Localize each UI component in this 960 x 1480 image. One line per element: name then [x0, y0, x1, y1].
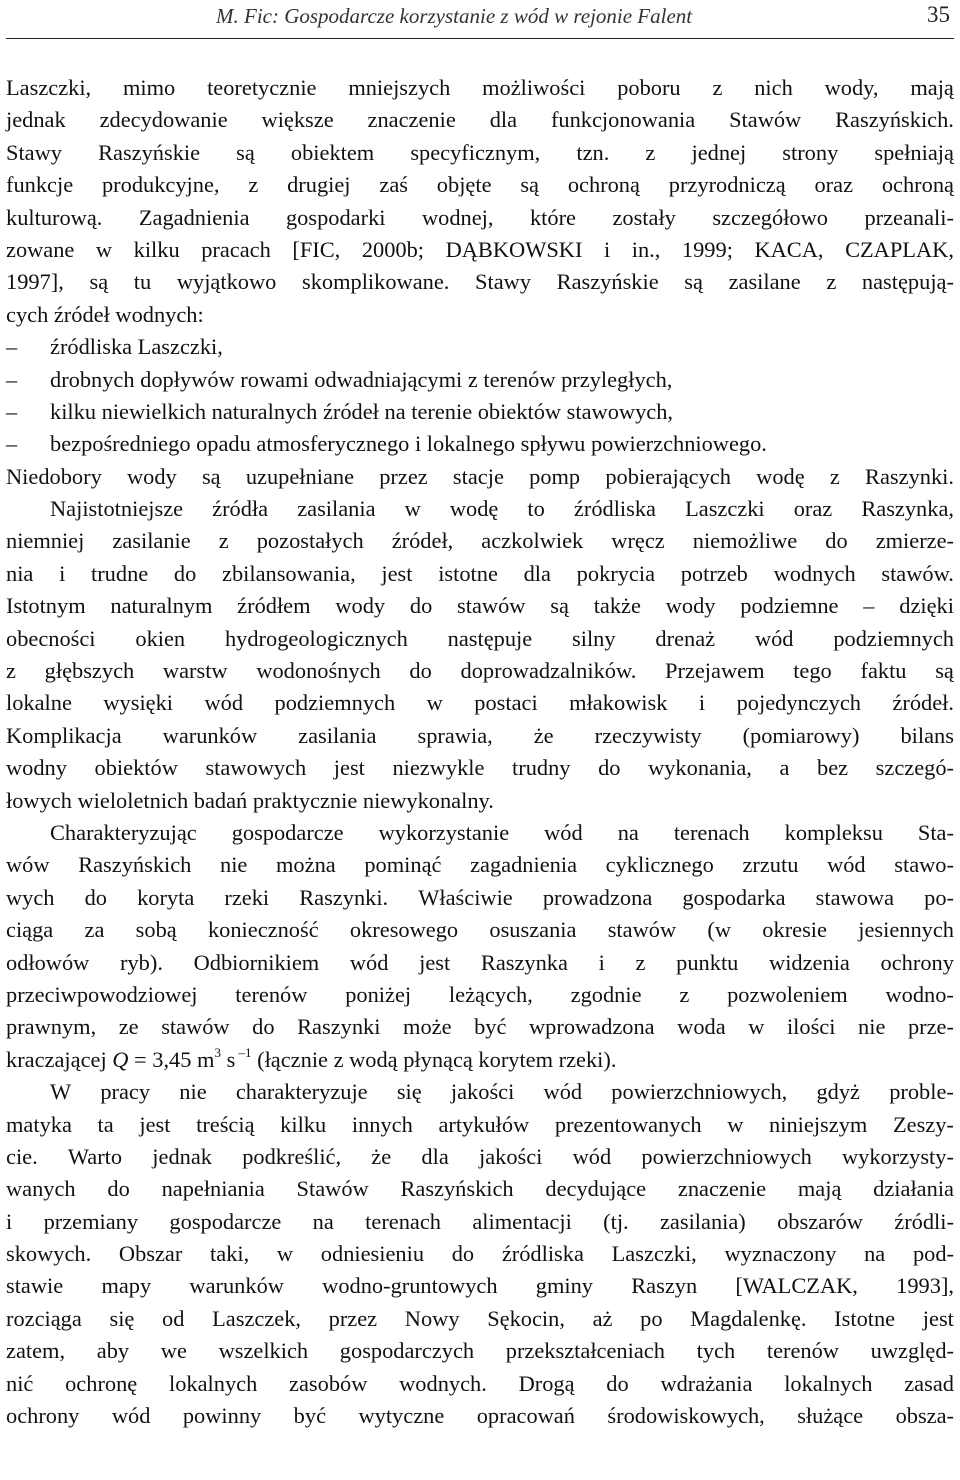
paragraph-block-3 [6, 1076, 954, 1432]
running-title: M. Fic: Gospodarcze korzystanie z wód w rejonie Falent [216, 4, 693, 28]
text-line: jednak zdecydowanie większe znaczenie dla funkcjonowania Stawów Raszyńskich. [6, 107, 954, 133]
text-line: matyka ta jest treścią kilku innych artykułów prezentowanych w niniejszym Zeszy- [6, 1111, 954, 1137]
text-line: rozciąga się od Laszczek, przez Nowy Sękocin, aż po Magdalenkę. Istotne jest [6, 1305, 954, 1331]
formula-s: s [220, 1046, 236, 1072]
list-item [6, 331, 954, 363]
text-line: Niedobory wody są uzupełniane przez stacje pomp pobierających wodę z Raszynki. [6, 463, 954, 489]
text-line: cie. Warto jednak podkreślić, że dla jakości wód powierzchniowych wykorzysty- [6, 1143, 954, 1169]
paragraph-block-1 [6, 72, 954, 331]
text-line: z głębszych warstw wodonośnych do doprowadzalników. Przejawem tego faktu są [6, 658, 954, 684]
text-line: wów Raszyńskich nie można pominąć zagadnienia cyklicznego zrzutu wód stawo- [6, 852, 954, 878]
text-line: W pracy nie charakteryzuje się jakości wód powierzchniowych, gdyż proble- [50, 1079, 954, 1105]
formula-exp-3: 3 [214, 1044, 221, 1060]
text-line: zowane w kilku pracach [FIC, 2000b; DĄBKOWSKI i in., 1999; KACA, CZAPLAK, [6, 236, 954, 262]
text-line: Najistotniejsze źródła zasilania w wodę to źródliska Laszczki oraz Raszynka, [50, 496, 954, 522]
text-line: Komplikacja warunków zasilania sprawia, że rzeczywisty (pomiarowy) bilans [6, 722, 954, 748]
text-line: nia i trudne do zbilansowania, jest istotne dla pokrycia potrzeb wodnych stawów. [6, 560, 954, 586]
text-line: nić ochronę lokalnych zasobów wodnych. Drogą do wdrażania lokalnych zasad [6, 1370, 954, 1396]
text-line: wodny obiektów stawowych jest niezwykle trudny do wykonania, a bez szczegó- [6, 755, 954, 781]
text-line: skowych. Obszar taki, w odniesieniu do źródliska Laszczki, wyznaczony na pod- [6, 1241, 954, 1267]
formula-exp-minus1: –1 [235, 1044, 252, 1060]
text-line: łowych wieloletnich badań praktycznie niewykonalny. [6, 787, 494, 813]
text-line: obecności okien hydrogeologicznych następuje silny drenaż wód podziemnych [6, 625, 954, 651]
text-line: lokalne wysięki wód podziemnych w postaci młakowisk i pojedynczych źródeł. [6, 690, 954, 716]
list-item-text: drobnych dopływów rowami odwadniającymi z terenów przyległych, [50, 366, 673, 392]
body-text [6, 72, 954, 1432]
page-header [6, 0, 954, 39]
text-line: Stawy Raszyńskie są obiektem specyficznym, tzn. z jednej strony spełniają [6, 139, 954, 165]
text-line: zatem, aby we wszelkich gospodarczych przekształceniach tych terenów uwzględ- [6, 1338, 954, 1364]
text-line: prawnym, ze stawów do Raszynki może być wprowadzona woda w ilości nie prze- [6, 1014, 954, 1040]
text-line: Charakteryzując gospodarcze wykorzystanie wód na terenach kompleksu Sta- [50, 819, 954, 845]
formula-line [6, 1044, 954, 1076]
text-line: i przemiany gospodarcze na terenach alimentacji (tj. zasilania) obszarów źródli- [6, 1208, 954, 1234]
text-line: cych źródeł wodnych: [6, 301, 204, 327]
dash-bullet: – [6, 366, 18, 392]
text-line: Istotnym naturalnym źródłem wody do stawów są także wody podziemne – dzięki [6, 593, 954, 619]
text-line: Laszczki, mimo teoretycznie mniejszych możliwości poboru z nich wody, mają [6, 75, 954, 100]
text-line: funkcje produkcyjne, z drugiej zaś objęte są ochroną przyrodniczą oraz ochroną [6, 172, 954, 198]
text-line: kulturową. Zagadnienia gospodarki wodnej, które zostały szczegółowo przeanali- [6, 204, 954, 230]
text-line: wych do koryta rzeki Raszynki. Właściwie prowadzona gospodarka stawowa po- [6, 884, 954, 910]
text-line: przeciwpowodziowej terenów poniżej leżących, zgodnie z pozwoleniem wodno- [6, 981, 954, 1007]
text-line: stawie mapy warunków wodno-gruntowych gminy Raszyn [WALCZAK, 1993], [6, 1273, 954, 1299]
formula-after: (łącznie z wodą płynącą korytem rzeki). [251, 1046, 617, 1072]
formula-value: = 3,45 m [128, 1046, 215, 1072]
text-line: 1997], są tu wyjątkowo skomplikowane. Stawy Raszyńskie są zasilane z następują- [6, 269, 954, 295]
page-number: 35 [927, 2, 950, 27]
formula-q-symbol: Q [112, 1046, 129, 1072]
dash-bullet: – [6, 431, 18, 457]
dash-bullet: – [6, 334, 18, 360]
dash-bullet: – [6, 398, 18, 424]
list-item [6, 364, 954, 396]
paragraph-block-2 [6, 461, 954, 1044]
list-item-text: źródliska Laszczki, [50, 334, 223, 360]
source-list [6, 331, 954, 461]
text-line: ochrony wód powinny być wytyczne opracowań środowiskowych, służące obsza- [6, 1403, 954, 1429]
list-item [6, 428, 954, 460]
text-line: wanych do napełniania Stawów Raszyńskich decydujące znaczenie mają działania [6, 1176, 954, 1202]
text-line: odłowów ryb). Odbiornikiem wód jest Raszynka i z punktu widzenia ochrony [6, 949, 954, 975]
text-line: niemniej zasilanie z pozostałych źródeł, aczkolwiek wręcz niemożliwe do zmierze- [6, 528, 954, 554]
list-item [6, 396, 954, 428]
text-line: ciąga za sobą konieczność okresowego osuszania stawów (w okresie jesiennych [6, 917, 954, 943]
list-item-text: kilku niewielkich naturalnych źródeł na terenie obiektów stawowych, [50, 398, 674, 424]
formula-before: kraczającej [6, 1046, 113, 1072]
list-item-text: bezpośredniego opadu atmosferycznego i lokalnego spływu powierzchniowego. [50, 431, 767, 457]
